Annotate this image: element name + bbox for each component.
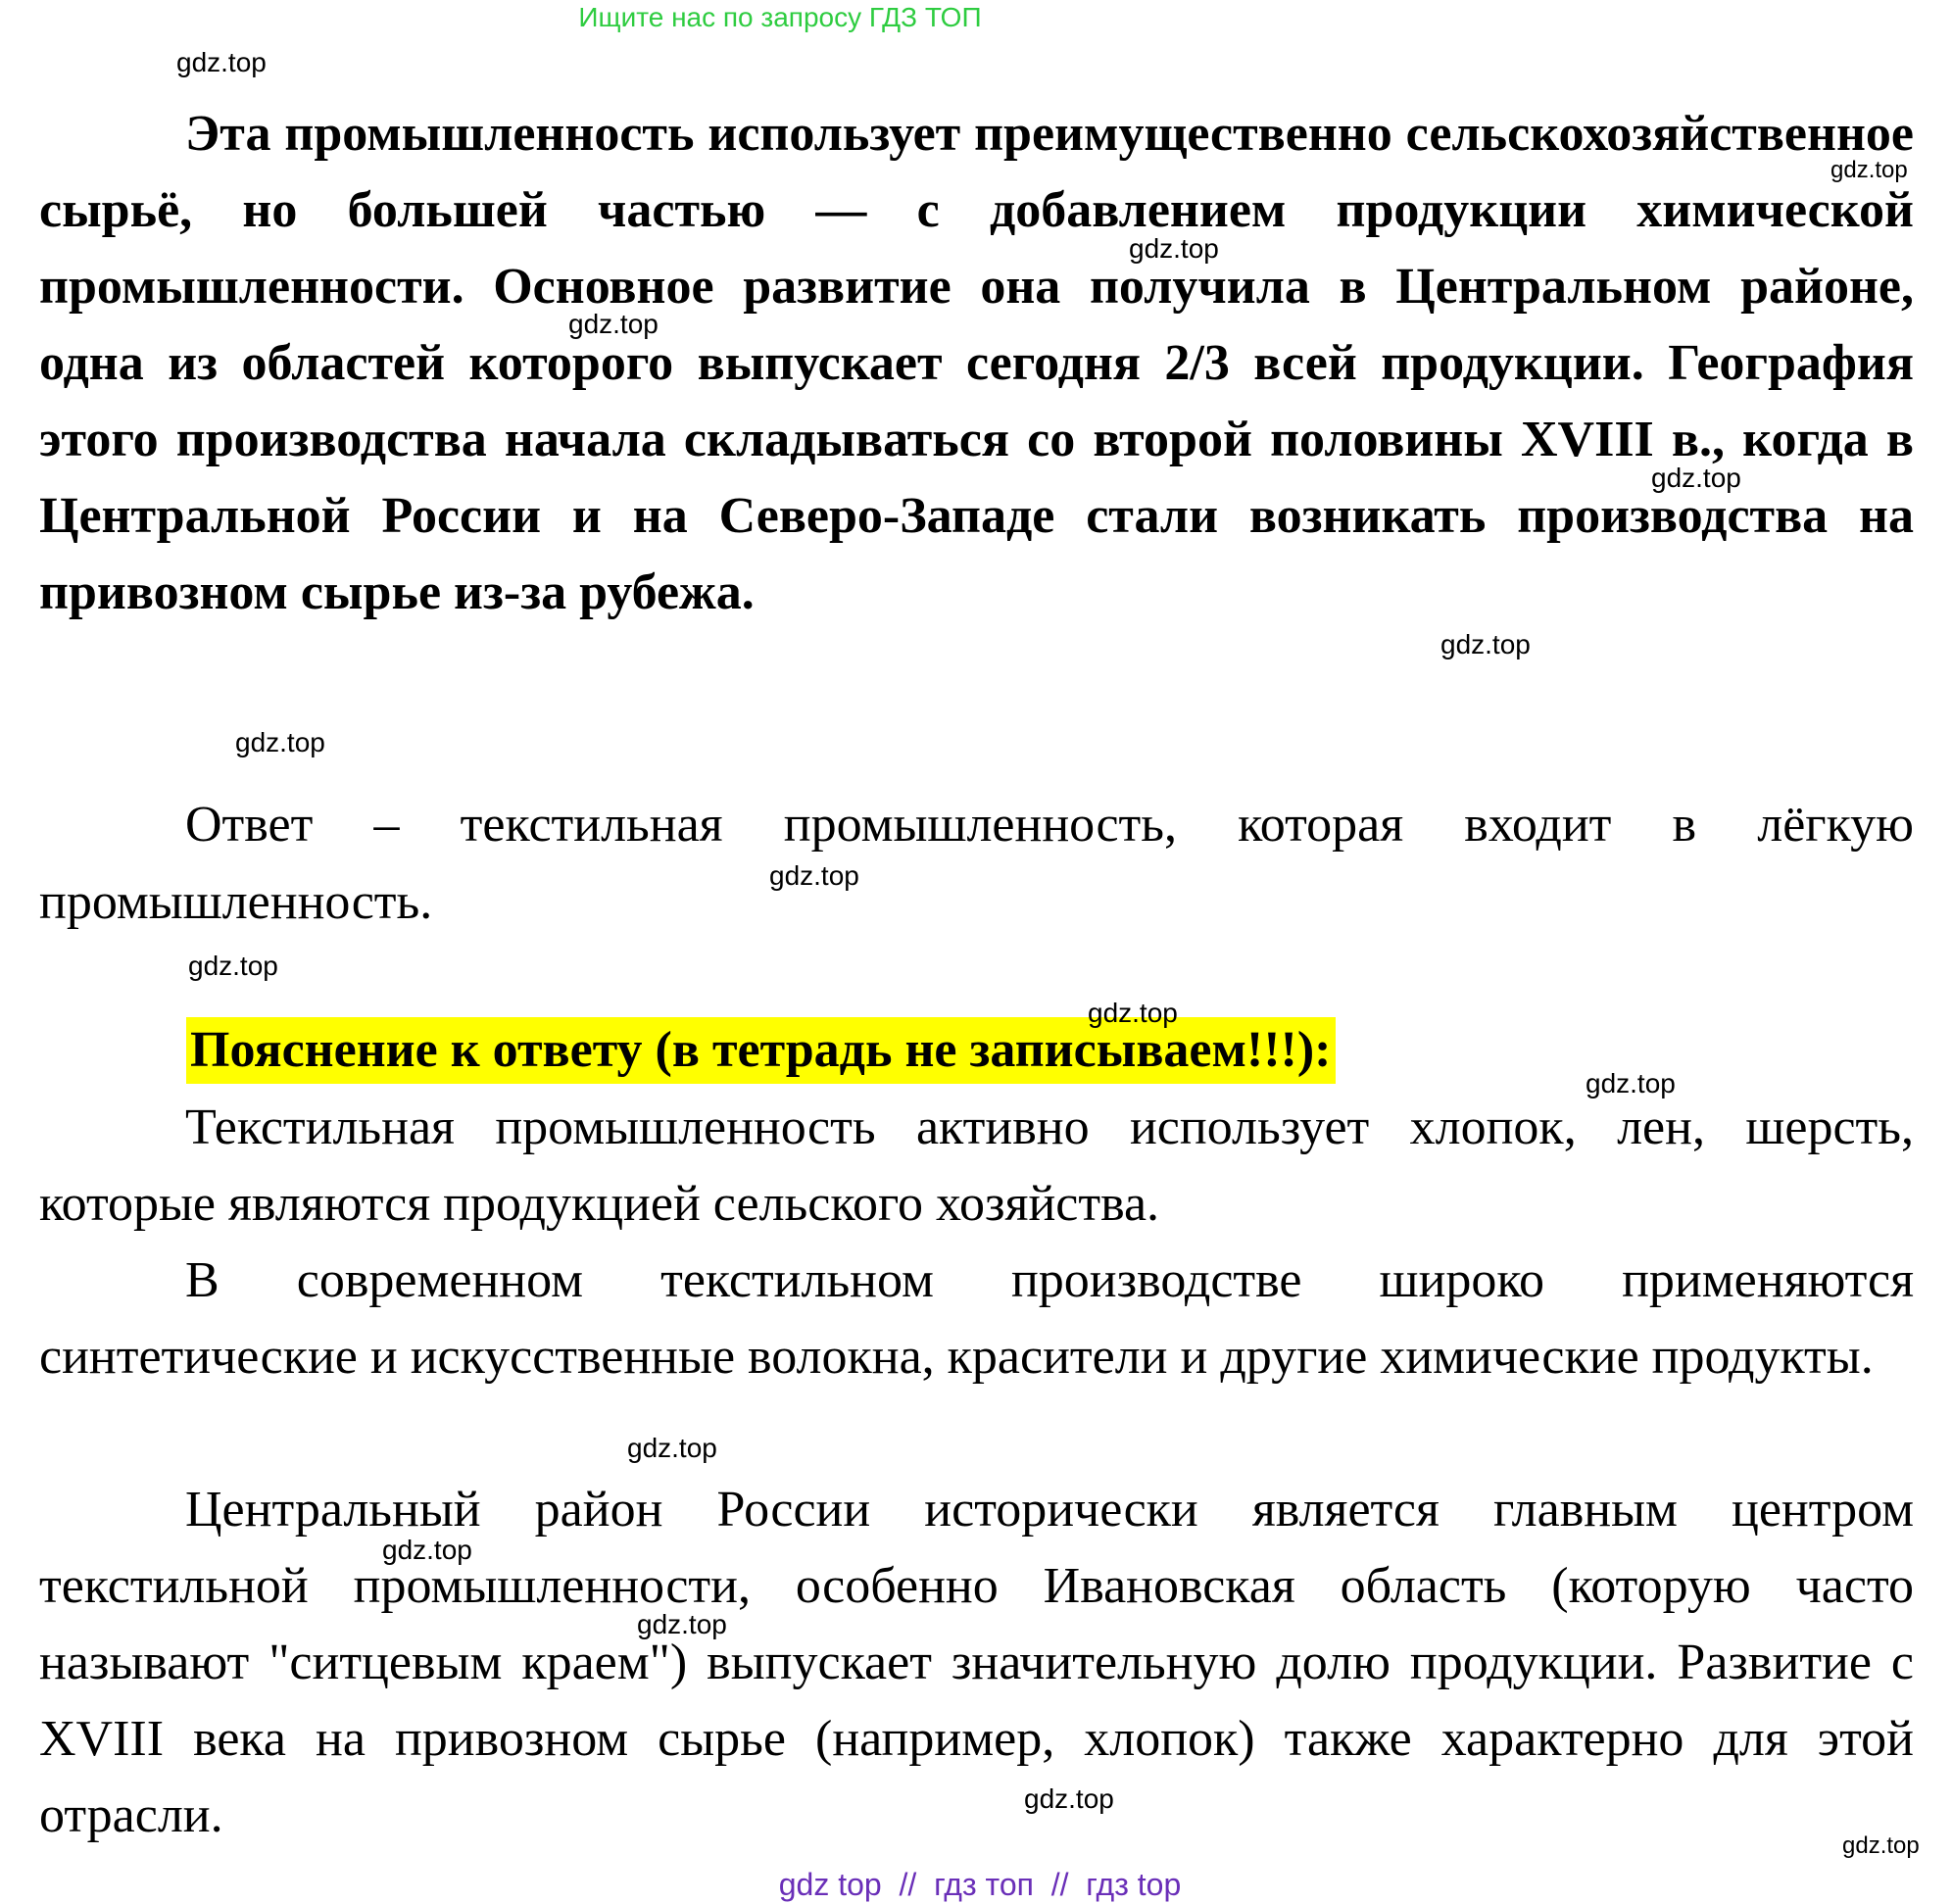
watermark: gdz.top [1024,1783,1114,1814]
watermark: gdz.top [637,1609,727,1639]
watermark: gdz.top [382,1535,472,1565]
task-paragraph [39,96,1914,631]
explanation-heading: Пояснение к ответу (в тетрадь не записываем!!!): [186,1017,1336,1084]
watermark: gdz.top [176,47,267,77]
watermark: gdz.top [769,860,859,891]
watermark: gdz.top [568,309,659,339]
watermark: gdz.top [1586,1068,1676,1098]
watermark: gdz.top [1088,998,1178,1028]
watermark: gdz.top [235,727,325,757]
explanation-paragraph-text: В современном текстильном производстве широко применяются синтетические и искусственные волокна, красители и другие химические продукты. [39,1252,1914,1385]
task-paragraph-text: Эта промышленность использует преимущественно сельскохозяйственное сырьё, но большей частью — с добавлением продукции химической промышленности. Основное развитие она получила в Центральном районе, одна из областей которого выпускает сегодня 2/3 всей продукции. География этого производства начала складываться со второй половины XVIII в., когда в Центральной России и на Северо-Западе стали возникать производства на привозном сырье из-за рубежа. [39,106,1914,620]
watermark: gdz.top [1842,1832,1920,1859]
watermark: gdz.top [627,1433,717,1463]
explanation-paragraph [39,1090,1914,1243]
answer-paragraph-text: Ответ – текстильная промышленность, которая входит в лёгкую промышленность. [39,797,1914,930]
watermark: gdz.top [188,951,278,981]
watermark: gdz.top [1440,629,1531,659]
watermark: gdz.top [1129,233,1219,264]
explanation-paragraph-text: Текстильная промышленность активно использует хлопок, лен, шерсть, которые являются продукцией сельского хозяйства. [39,1099,1914,1232]
watermark: gdz.top [1830,157,1908,183]
explanation-paragraph [39,1243,1914,1395]
explanation-paragraph-text: Центральный район России исторически является главным центром текстильной промышленности, особенно Ивановская область (которую часто называют "ситцевым краем") выпускает значительную долю продукции. Развитие с XVIII века на привозном сырье (например, хлопок) также характерно для этой отрасли. [39,1482,1914,1843]
answer-paragraph [39,786,1914,941]
watermark: gdz.top [1651,463,1741,493]
explanation-paragraph [39,1472,1914,1854]
search-banner: Ищите нас по запросу ГДЗ ТОП [578,2,982,32]
footer-links: gdz top // гдз топ // гдз top [778,1867,1182,1902]
